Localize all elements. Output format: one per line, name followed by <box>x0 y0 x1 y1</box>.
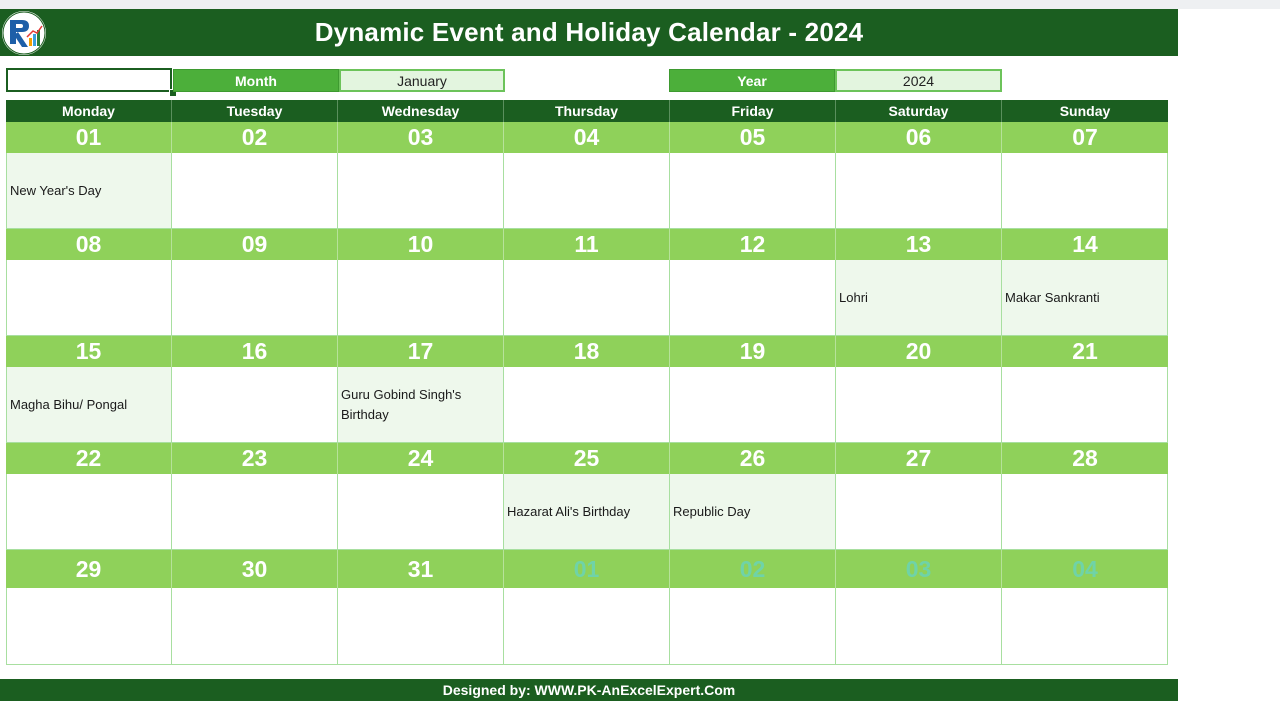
brand-logo-icon <box>2 11 46 55</box>
empty-event-cell[interactable] <box>836 367 1002 443</box>
day-number[interactable]: 02 <box>172 122 338 153</box>
year-dropdown[interactable]: 2024 <box>835 69 1002 92</box>
event-cell[interactable]: Lohri <box>836 260 1002 336</box>
day-number[interactable]: 17 <box>338 336 504 367</box>
footer-credit: Designed by: WWW.PK-AnExcelExpert.Com <box>0 679 1178 701</box>
title-bar <box>0 9 1178 56</box>
day-number[interactable]: 22 <box>6 443 172 474</box>
day-number[interactable]: 12 <box>670 229 836 260</box>
day-number[interactable]: 10 <box>338 229 504 260</box>
day-number-row <box>6 550 1168 588</box>
day-number-row <box>6 229 1168 260</box>
weekday-header: Sunday <box>1059 103 1111 119</box>
empty-event-cell[interactable] <box>1002 588 1168 665</box>
weekday-header: Thursday <box>504 100 670 122</box>
empty-event-cell[interactable] <box>836 474 1002 550</box>
event-row <box>6 260 1168 336</box>
day-number[interactable]: 25 <box>504 443 670 474</box>
day-number-outside-month[interactable]: 02 <box>670 550 836 588</box>
empty-event-cell[interactable] <box>172 474 338 550</box>
day-number-row <box>6 443 1168 474</box>
event-row <box>6 588 1168 665</box>
empty-event-cell[interactable] <box>338 474 504 550</box>
day-number[interactable]: 16 <box>172 336 338 367</box>
empty-event-cell[interactable] <box>172 367 338 443</box>
empty-event-cell[interactable] <box>1002 153 1168 229</box>
empty-event-cell[interactable] <box>504 153 670 229</box>
day-number-outside-month[interactable]: 01 <box>504 550 670 588</box>
empty-event-cell[interactable] <box>836 588 1002 665</box>
empty-event-cell[interactable] <box>6 588 172 665</box>
calendar-grid <box>6 100 1168 665</box>
day-number[interactable]: 05 <box>670 122 836 153</box>
weekday-header: Monday <box>6 100 172 122</box>
month-dropdown[interactable]: January <box>339 69 505 92</box>
empty-event-cell[interactable] <box>670 153 836 229</box>
weekday-header: Saturday <box>836 100 1002 122</box>
day-number[interactable]: 14 <box>1072 231 1098 257</box>
day-number[interactable]: 20 <box>836 336 1002 367</box>
empty-event-cell[interactable] <box>836 153 1002 229</box>
empty-event-cell[interactable] <box>172 260 338 336</box>
empty-event-cell[interactable] <box>670 260 836 336</box>
day-number[interactable]: 19 <box>670 336 836 367</box>
weekday-header-row <box>6 100 1168 122</box>
day-number[interactable]: 13 <box>836 229 1002 260</box>
weekday-header: Friday <box>670 100 836 122</box>
window-top-strip <box>0 0 1280 9</box>
day-number-row <box>6 122 1168 153</box>
day-number[interactable]: 26 <box>670 443 836 474</box>
day-number[interactable]: 21 <box>1072 338 1098 364</box>
day-number[interactable]: 03 <box>338 122 504 153</box>
event-row <box>6 367 1168 443</box>
day-number[interactable]: 31 <box>338 550 504 588</box>
day-number[interactable]: 28 <box>1072 445 1098 471</box>
weekday-header: Tuesday <box>172 100 338 122</box>
empty-event-cell[interactable] <box>504 260 670 336</box>
day-number[interactable]: 11 <box>504 229 670 260</box>
calendar-weeks <box>6 122 1168 665</box>
empty-event-cell[interactable] <box>338 153 504 229</box>
day-number[interactable]: 04 <box>504 122 670 153</box>
year-label: Year <box>669 69 835 92</box>
empty-event-cell[interactable] <box>504 367 670 443</box>
day-number[interactable]: 09 <box>172 229 338 260</box>
empty-event-cell[interactable] <box>172 153 338 229</box>
month-label: Month <box>173 69 339 92</box>
day-number[interactable]: 01 <box>6 122 172 153</box>
day-number[interactable]: 06 <box>836 122 1002 153</box>
day-number[interactable]: 24 <box>338 443 504 474</box>
day-number[interactable]: 29 <box>6 550 172 588</box>
event-row <box>6 474 1168 550</box>
empty-event-cell[interactable] <box>1002 474 1168 550</box>
empty-event-cell[interactable] <box>670 367 836 443</box>
event-row <box>6 153 1168 229</box>
event-cell[interactable]: New Year's Day <box>6 153 172 229</box>
day-number[interactable]: 30 <box>172 550 338 588</box>
weekday-header: Wednesday <box>338 100 504 122</box>
day-number[interactable]: 18 <box>504 336 670 367</box>
day-number[interactable]: 27 <box>836 443 1002 474</box>
event-cell[interactable]: Magha Bihu/ Pongal <box>6 367 172 443</box>
empty-event-cell[interactable] <box>670 588 836 665</box>
selected-cell[interactable] <box>6 68 172 92</box>
empty-event-cell[interactable] <box>6 260 172 336</box>
day-number-outside-month[interactable]: 03 <box>836 550 1002 588</box>
empty-event-cell[interactable] <box>172 588 338 665</box>
page-title: Dynamic Event and Holiday Calendar - 2024 <box>314 17 864 47</box>
event-cell[interactable]: Republic Day <box>670 474 836 550</box>
empty-event-cell[interactable] <box>1002 367 1168 443</box>
day-number[interactable]: 07 <box>1072 124 1098 150</box>
day-number[interactable]: 23 <box>172 443 338 474</box>
empty-event-cell[interactable] <box>338 260 504 336</box>
day-number-outside-month[interactable]: 04 <box>1072 555 1098 582</box>
empty-event-cell[interactable] <box>6 474 172 550</box>
event-cell[interactable]: Makar Sankranti <box>1002 260 1168 336</box>
event-cell[interactable]: Hazarat Ali's Birthday <box>504 474 670 550</box>
day-number[interactable]: 15 <box>6 336 172 367</box>
event-cell[interactable]: Guru Gobind Singh's Birthday <box>338 367 504 443</box>
day-number-row <box>6 336 1168 367</box>
empty-event-cell[interactable] <box>504 588 670 665</box>
empty-event-cell[interactable] <box>338 588 504 665</box>
day-number[interactable]: 08 <box>6 229 172 260</box>
